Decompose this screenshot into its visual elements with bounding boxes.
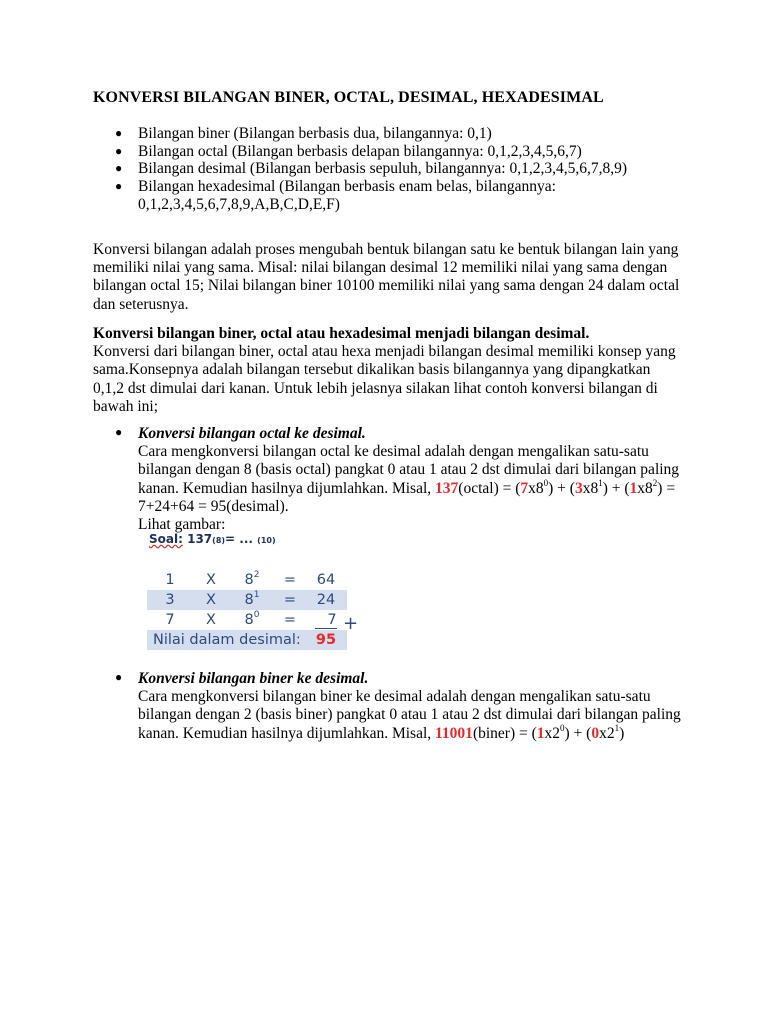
digit-cell: 7 [165, 612, 175, 628]
last-value: 7 [315, 612, 336, 629]
total-row [147, 630, 347, 650]
bullet-icon: ● [115, 425, 123, 439]
table-row [147, 590, 347, 610]
octal-digit: 7 [520, 479, 529, 497]
octal-formula-part: ( [624, 479, 630, 497]
op-cell: X [206, 572, 216, 588]
biner-body [138, 670, 683, 743]
octal-digit: 1 [629, 479, 638, 497]
octal-exponent: 1 [598, 477, 603, 488]
biner-digit: 0 [591, 724, 600, 742]
power-cell [229, 610, 275, 630]
op-cell: X [193, 590, 229, 610]
octal-formula-part: ) + ( [548, 479, 575, 497]
biner-term: x2 [544, 724, 561, 742]
exponent-value: 1 [253, 590, 260, 600]
see-figure-label: Lihat gambar: [138, 516, 226, 534]
total-label: Nilai dalam desimal: [147, 630, 305, 650]
biner-example-number: 11001 [435, 724, 473, 742]
power-cell [229, 570, 275, 590]
octal-formula-part: (octal) = ( [458, 479, 521, 497]
octal-conversion-figure [145, 532, 375, 660]
octal-result: ) = 7+24+64 = 95(desimal). [138, 479, 676, 515]
octal-heading: Konversi bilangan octal ke desimal. [138, 425, 366, 442]
biner-section [93, 670, 683, 743]
biner-exponent: 1 [614, 722, 620, 733]
number-system-list [93, 125, 693, 214]
octal-digit: 3 [574, 479, 583, 497]
biner-description: Cara mengkonversi bilangan biner ke desimal adalah dengan mengalikan satu-satu bilangan dengan 2 (basis biner) pangkat 0 atau 1 atau 2 dst dimulai dari bilangan paling kanan. Kemudian hasilnya dijumlahkan. Misal, [138, 688, 681, 742]
list-item-text: Bilangan octal (Bilangan berbasis delapan bilangannya: 0,1,2,3,4,5,6,7) [138, 142, 582, 160]
octal-text [138, 443, 683, 516]
section-paragraph: Konversi dari bilangan biner, octal atau hexa menjadi bilangan desimal memiliki konsep yang sama.Konsepnya adalah bilangan tersebut dikalikan basis bilangannya yang dipangkatkan 0,1,2 dst dimulai dari kanan. Untuk lebih jelasnya silakan lihat contoh konversi bilangan di bawah ini; [93, 343, 676, 415]
octal-exponent: 0 [543, 477, 549, 488]
base-value: 8 [244, 572, 254, 588]
list-item [93, 160, 693, 178]
bullet-icon: ● [115, 161, 123, 176]
octal-example-number: 137 [435, 479, 459, 497]
page-title: KONVERSI BILANGAN BINER, OCTAL, DESIMAL, HEXADESIMAL [93, 89, 604, 106]
section-block [93, 325, 683, 416]
total-value: 95 [305, 630, 347, 650]
biner-term: x2 [599, 724, 615, 742]
power-cell [229, 590, 275, 610]
list-item [93, 125, 693, 143]
octal-body [138, 425, 683, 534]
biner-text [138, 688, 683, 743]
biner-exponent: 0 [560, 722, 565, 733]
eq-cell: = [283, 572, 297, 588]
soal-base-8: (8) [212, 536, 226, 545]
biner-heading: Konversi bilangan biner ke desimal. [138, 670, 369, 687]
bullet-icon: ● [115, 126, 123, 140]
figure-question [149, 532, 276, 546]
octal-section [93, 425, 683, 534]
octal-formula-part: ) + [602, 479, 621, 497]
bullet-icon: ● [115, 179, 123, 194]
biner-formula-part: ) + ( [564, 724, 592, 742]
digit-cell: 3 [147, 590, 193, 610]
exponent-value: 2 [253, 570, 260, 580]
table-row [147, 610, 347, 630]
value-cell: 64 [316, 572, 336, 588]
octal-description: Cara mengkonversi bilangan octal ke desimal adalah dengan mengalikan satu-satu bilangan dengan 8 (basis octal) pangkat 0 atau 1 atau 2 dst dimulai dari bilangan paling kanan. Kemudian hasilnya dijumlahkan. Misal, [138, 443, 680, 497]
list-item [93, 143, 693, 161]
base-value: 8 [244, 612, 254, 628]
bullet-icon: ● [115, 143, 123, 158]
biner-digit: 1 [536, 724, 545, 742]
soal-label: Soal: [149, 532, 183, 546]
digit-cell: 1 [165, 572, 175, 588]
list-item [93, 178, 693, 213]
soal-equals: = ... [225, 532, 253, 546]
octal-term: x8 [528, 479, 544, 497]
biner-formula-part: ) [619, 724, 625, 742]
list-item-text: Bilangan biner (Bilangan berbasis dua, bilangannya: 0,1) [138, 125, 492, 142]
biner-formula-part: (biner) = ( [472, 724, 537, 742]
octal-exponent: 2 [652, 477, 658, 488]
exponent-value: 0 [253, 610, 260, 620]
op-cell: X [206, 612, 216, 628]
intro-paragraph: Konversi bilangan adalah proses mengubah bentuk bilangan satu ke bentuk bilangan lain yang memiliki nilai yang sama. Misal: nilai bilangan desimal 12 memiliki nilai yang sama dengan bilangan octal 15; Nilai bilangan biner 10100 memiliki nilai yang sama dengan 24 dalam octal dan seterusnya. [93, 241, 680, 313]
eq-cell: = [275, 590, 305, 610]
list-item-text: Bilangan hexadesimal (Bilangan berbasis enam belas, bilangannya: 0,1,2,3,4,5,6,7,8,9,A,B,C,D,E,F) [138, 178, 556, 213]
plus-sign: + [343, 613, 359, 634]
base-value: 8 [244, 592, 254, 608]
conversion-table [147, 570, 347, 650]
table-row [147, 570, 347, 590]
soal-base-10: (10) [257, 536, 276, 545]
value-cell [305, 610, 347, 630]
octal-term: x8 [582, 479, 599, 497]
list-item-text: Bilangan desimal (Bilangan berbasis sepuluh, bilangannya: 0,1,2,3,4,5,6,7,8,9) [138, 160, 628, 178]
bullet-icon: ● [115, 670, 123, 684]
value-cell: 24 [305, 590, 347, 610]
soal-number: 137 [187, 532, 213, 546]
eq-cell: = [283, 612, 297, 628]
octal-term: x8 [637, 479, 653, 497]
section-heading: Konversi bilangan biner, octal atau hexadesimal menjadi bilangan desimal. [93, 325, 590, 342]
